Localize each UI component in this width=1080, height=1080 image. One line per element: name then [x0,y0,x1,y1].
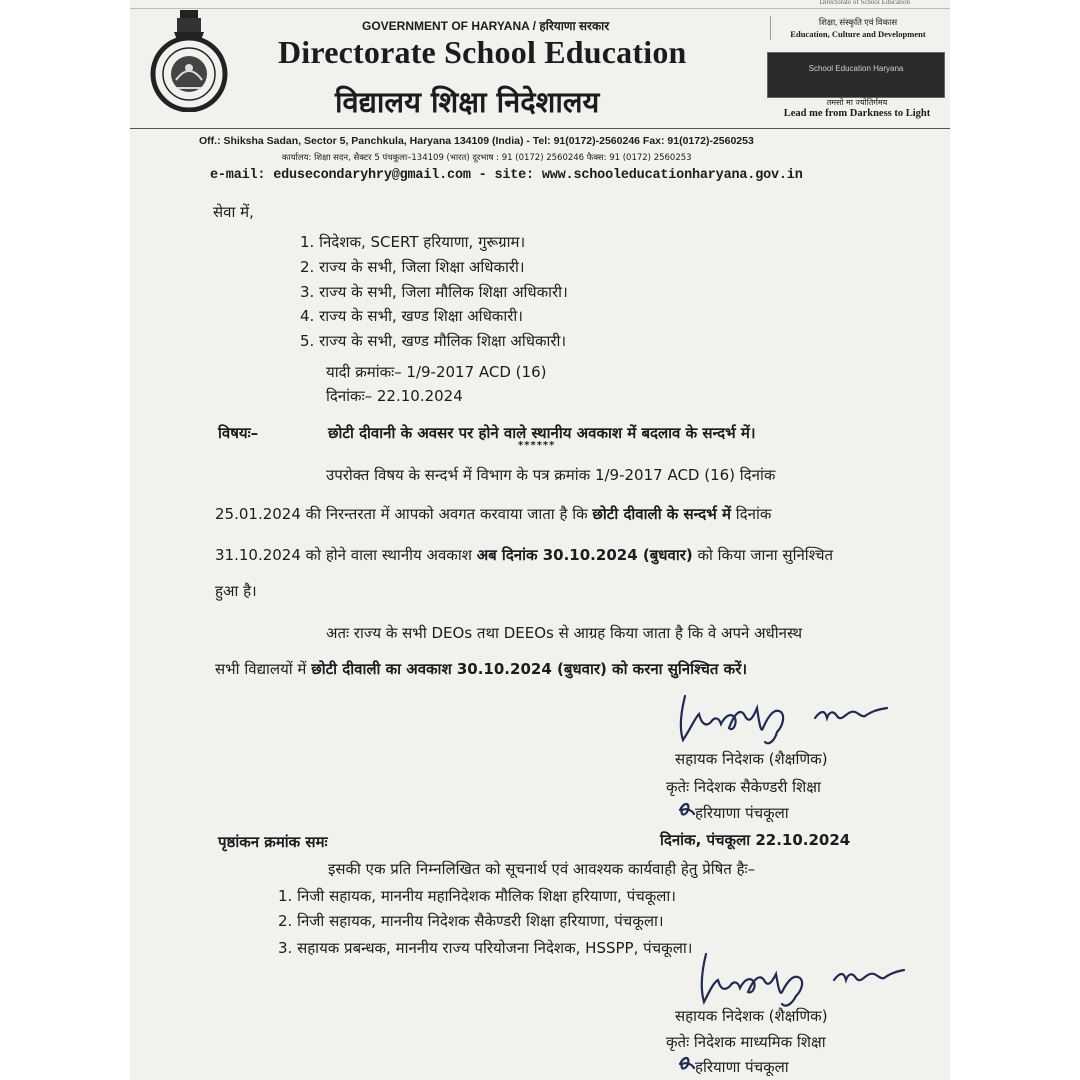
school-education-logo-text: School Education Haryana [808,64,904,73]
paragraph-1-line-4: हुआ है। [215,582,257,600]
highlight-span: छोटी दीवाली के सन्दर्भ में [592,505,732,523]
recipient-item: 3. राज्य के सभी, जिला मौलिक शिक्षा अधिकारी। [300,283,568,301]
signature-2 [678,950,918,1012]
haryana-emblem-icon [150,8,228,112]
paragraph-2-line-1: अतः राज्य के सभी DEOs तथा DEEOs से आग्रह किया जाता है कि वे अपने अधीनस्थ [326,624,803,642]
signatory-2-designation: सहायक निदेशक (शैक्षणिक) [675,1007,828,1025]
text-span: दिनांक [735,505,772,523]
signature-1 [665,688,905,750]
recipient-item: 2. राज्य के सभी, जिला शिक्षा अधिकारी। [300,258,525,276]
paragraph-1-line-1: उपरोक्त विषय के सन्दर्भ में विभाग के पत्र क्रमांक 1/9-2017 ACD (16) दिनांक [326,466,776,484]
endorsement-date: दिनांक, पंचकूला 22.10.2024 [660,831,851,849]
highlight-span: छोटी दीवाली का अवकाश 30.10.2024 (बुधवार) को करना सुनिश्चित करें। [311,660,748,678]
signatory-2-for: कृतेः निदेशक माध्यमिक शिक्षा [666,1033,826,1051]
recipient-item: 4. राज्य के सभी, खण्ड शिक्षा अधिकारी। [300,307,523,325]
recipient-item: 5. राज्य के सभी, खण्ड मौलिक शिक्षा अधिकारी। [300,332,567,350]
school-education-logo [767,52,945,98]
paragraph-1-line-3 [215,546,833,564]
recipient-item: 1. निदेशक, SCERT हरियाणा, गुरूग्राम। [300,233,526,251]
top-strip [130,0,950,9]
signature-mark-icon [676,798,698,820]
government-line: GOVERNMENT OF HARYANA / हरियाणा सरकार [362,19,610,33]
text-span: 25.01.2024 की निरन्तरता में आपको अवगत करवाया जाता है कि [215,505,588,523]
text-span: को किया जाना सुनिश्चित [697,546,834,564]
copy-item: 3. सहायक प्रबन्धक, माननीय राज्य परियोजना निदेशक, HSSPP, पंचकूला। [278,939,693,957]
office-address-hindi: कार्यालय: शिक्षा सदन, सैक्टर 5 पंचकूला–134109 (भारत) दूरभाष : 91 (0172) 2560246 फैक्स: 91 (0172) 2560253 [282,153,692,163]
paragraph-2-line-2 [215,660,747,678]
text-span: सभी विद्यालयों में [215,660,307,678]
signature-mark-icon [676,1052,698,1074]
letter-date: दिनांकः– 22.10.2024 [326,387,463,405]
signatory-1-place: हरियाणा पंचकूला [695,804,789,822]
email-website-line: e-mail: edusecondaryhry@gmail.com - site: www.schooleducationharyana.gov.in [210,168,803,183]
subject-label: विषयः– [218,424,259,442]
signatory-1-designation: सहायक निदेशक (शैक्षणिक) [675,750,828,768]
subject-text: छोटी दीवानी के अवसर पर होने वाले स्थानीय अवकाश में बदलाव के सन्दर्भ में। [328,424,756,442]
highlight-span: अब दिनांक 30.10.2024 (बुधवार) [476,546,693,564]
separator-stars: ****** [518,440,556,451]
top-strip-text: Directorate of School Education [819,0,910,6]
tagline-hindi: शिक्षा, संस्कृति एवं विकास [818,17,898,27]
department-title-english: Directorate School Education [278,34,687,70]
paragraph-1-line-2 [215,505,771,523]
tagline-block [770,16,945,40]
motto-hindi: तमसो मा ज्योतिर्गमय [826,98,888,107]
salutation: सेवा में, [213,203,254,221]
copy-item: 1. निजी सहायक, माननीय महानिदेशक मौलिक शिक्षा हरियाणा, पंचकूला। [278,887,676,905]
endorsement-label: पृष्ठांकन क्रमांक समः [218,833,328,851]
endorsement-intro: इसकी एक प्रति निम्नलिखित को सूचनार्थ एवं आवश्यक कार्यवाही हेतु प्रेषित हैः– [328,860,756,878]
copy-item: 2. निजी सहायक, माननीय निदेशक सैकेण्डरी शिक्षा हरियाणा, पंचकूला। [278,912,664,930]
signatory-1-for: कृतेः निदेशक सैकेण्डरी शिक्षा [666,778,821,796]
department-title-hindi: विद्यालय शिक्षा निदेशालय [335,85,600,119]
tagline-english: Education, Culture and Development [790,29,926,39]
header-divider [130,128,950,129]
text-span: 31.10.2024 को होने वाला स्थानीय अवकाश [215,546,472,564]
office-address-english: Off.: Shiksha Sadan, Sector 5, Panchkula, Haryana 134109 (India) - Tel: 91(0172)-2560246 Fax: 91(0172)-2560253 [199,135,754,147]
signatory-2-place: हरियाणा पंचकूला [695,1058,789,1076]
motto-english: Lead me from Darkness to Light [783,108,931,119]
letter-page [130,0,950,1080]
reference-number: यादी क्रमांकः– 1/9-2017 ACD (16) [326,363,547,381]
